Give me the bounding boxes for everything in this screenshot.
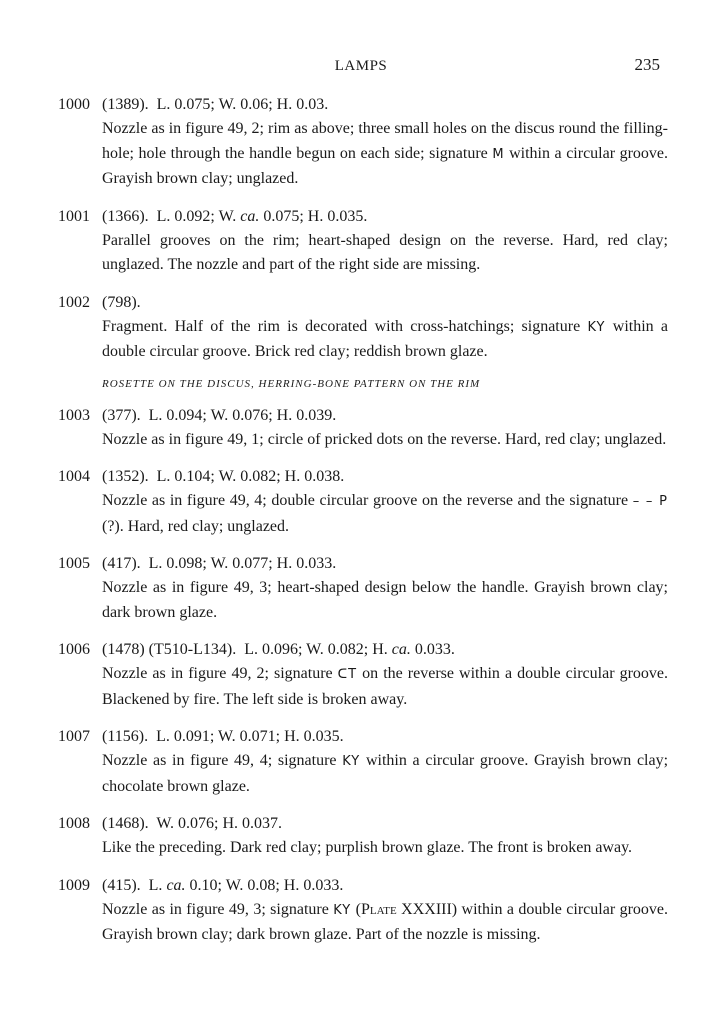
section-heading: ROSETTE ON THE DISCUS, HERRING-BONE PATTERN ON THE RIM <box>102 377 481 390</box>
dimensions: L. 0.098; W. 0.077; H. 0.033. <box>148 555 337 572</box>
dimensions: L. 0.104; W. 0.082; H. 0.038. <box>156 468 345 485</box>
entry-heading <box>58 291 668 315</box>
description-text: on the reverse within a double circular groove. Blackened by fire. The left side is broken away. <box>102 665 669 708</box>
inventory-number: (1352). <box>102 468 149 485</box>
entry-number: 1006 <box>58 641 90 658</box>
catalogue-entry <box>58 874 668 948</box>
description-text: (?). Hard, red clay; unglazed. <box>102 517 290 535</box>
plate-number: XXXIII) <box>401 900 458 918</box>
dimensions: 0.10; W. 0.08; H. 0.033. <box>189 876 344 894</box>
inventory-number: (415). <box>102 876 141 894</box>
circa-abbrev: ca. <box>391 641 411 658</box>
description-text: Fragment. Half of the rim is decorated with cross-hatchings; signature <box>102 317 581 335</box>
dimensions: 0.033. <box>414 641 455 658</box>
entry-heading <box>58 552 668 576</box>
dimensions: L. <box>148 876 163 894</box>
entry-heading <box>58 465 668 489</box>
description-text: within a double circular groove. Brick red clay; reddish brown glaze. <box>102 317 669 360</box>
inventory-number: (798). <box>102 293 141 311</box>
entry-number: 1000 <box>58 96 90 113</box>
catalogue-entry <box>58 812 668 861</box>
entry-description: Like the preceding. Dark red clay; purplish brown glaze. The front is broken away. <box>102 839 633 856</box>
signature-mark: – – P <box>632 494 669 509</box>
catalogue-entry <box>58 465 668 539</box>
description-text: within a double circular groove. Grayish brown clay; dark brown glaze. Part of the nozzle is missing. <box>102 900 668 943</box>
signature-mark: KY <box>333 902 352 918</box>
signature-mark: ᑕT <box>337 667 358 682</box>
plate-open-paren: ( <box>355 900 361 918</box>
entry-number: 1001 <box>58 207 90 225</box>
inventory-number: (1389). <box>102 96 149 113</box>
catalogue-entry <box>58 404 668 453</box>
entry-description <box>102 489 668 539</box>
description-text: within a circular groove. Grayish brown clay; chocolate brown glaze. <box>102 752 669 795</box>
catalogue-entry <box>58 552 668 625</box>
description-text: Nozzle as in figure 49, 3; signature <box>102 900 329 918</box>
signature-mark: KY <box>342 754 361 769</box>
dimensions: L. 0.092; W. <box>156 207 237 225</box>
dimensions: 0.075; H. 0.035. <box>263 207 368 225</box>
entry-heading <box>58 404 668 428</box>
catalogue-entry <box>58 291 668 365</box>
running-title: LAMPS <box>334 58 388 74</box>
circa-abbrev: ca. <box>240 207 260 225</box>
page-number: 235 <box>634 55 660 74</box>
inventory-number: (417). <box>102 555 141 572</box>
entry-description: Nozzle as in figure 49, 1; circle of pricked dots on the reverse. Hard, red clay; unglazed. <box>102 430 667 448</box>
inventory-number: (1478) (T510-L134). <box>102 641 237 658</box>
entry-number: 1005 <box>58 555 90 572</box>
inventory-number: (1156). <box>102 728 149 745</box>
dimensions: W. 0.076; H. 0.037. <box>156 815 283 832</box>
description-text: within a circular groove. Grayish brown clay; unglazed. <box>102 144 669 187</box>
entry-description <box>102 898 668 948</box>
running-header <box>0 55 722 79</box>
catalogue-entry <box>58 638 668 712</box>
entry-number: 1003 <box>58 406 90 424</box>
entry-number: 1009 <box>58 876 90 894</box>
dimensions: L. 0.091; W. 0.071; H. 0.035. <box>156 728 344 745</box>
inventory-number: (1366). <box>102 207 149 225</box>
dimensions: L. 0.096; W. 0.082; H. <box>244 641 388 658</box>
entry-number: 1008 <box>58 815 90 832</box>
entry-number: 1002 <box>58 293 90 311</box>
entry-description <box>102 749 668 799</box>
entry-heading <box>58 93 668 117</box>
entry-description <box>102 117 668 192</box>
entry-number: 1004 <box>58 468 90 485</box>
entry-heading <box>58 812 668 836</box>
entry-description <box>102 315 668 365</box>
entry-heading <box>58 638 668 662</box>
entry-heading <box>58 725 668 749</box>
plate-reference: Plate <box>360 900 397 918</box>
signature-mark: M <box>492 146 505 162</box>
signature-mark: KY <box>587 319 606 335</box>
catalogue-entry <box>58 93 668 192</box>
description-text: Nozzle as in figure 49, 4; double circular groove on the reverse and the signature <box>102 492 629 509</box>
entry-heading <box>58 874 668 898</box>
entry-description: Parallel grooves on the rim; heart-shaped design on the reverse. Hard, red clay; unglazed. The nozzle and part of the right side are missing. <box>102 231 668 273</box>
dimensions: L. 0.094; W. 0.076; H. 0.039. <box>148 406 337 424</box>
inventory-number: (1468). <box>102 815 149 832</box>
circa-abbrev: ca. <box>166 876 186 894</box>
entry-description: Nozzle as in figure 49, 3; heart-shaped design below the handle. Grayish brown clay; dark brown glaze. <box>102 579 668 621</box>
description-text: Nozzle as in figure 49, 2; signature <box>102 665 333 682</box>
entry-number: 1007 <box>58 728 90 745</box>
description-text: Nozzle as in figure 49, 2; rim as above; three small holes on the discus round the filling-hole; hole through the handle begun on each side; signature <box>102 120 668 162</box>
catalogue-entry <box>58 205 668 278</box>
entry-description <box>102 662 668 712</box>
entry-heading <box>58 205 668 229</box>
inventory-number: (377). <box>102 406 141 424</box>
description-text: Nozzle as in figure 49, 4; signature <box>102 752 337 769</box>
dimensions: L. 0.075; W. 0.06; H. 0.03. <box>156 96 329 113</box>
catalogue-entries <box>58 93 668 961</box>
catalogue-entry <box>58 725 668 799</box>
